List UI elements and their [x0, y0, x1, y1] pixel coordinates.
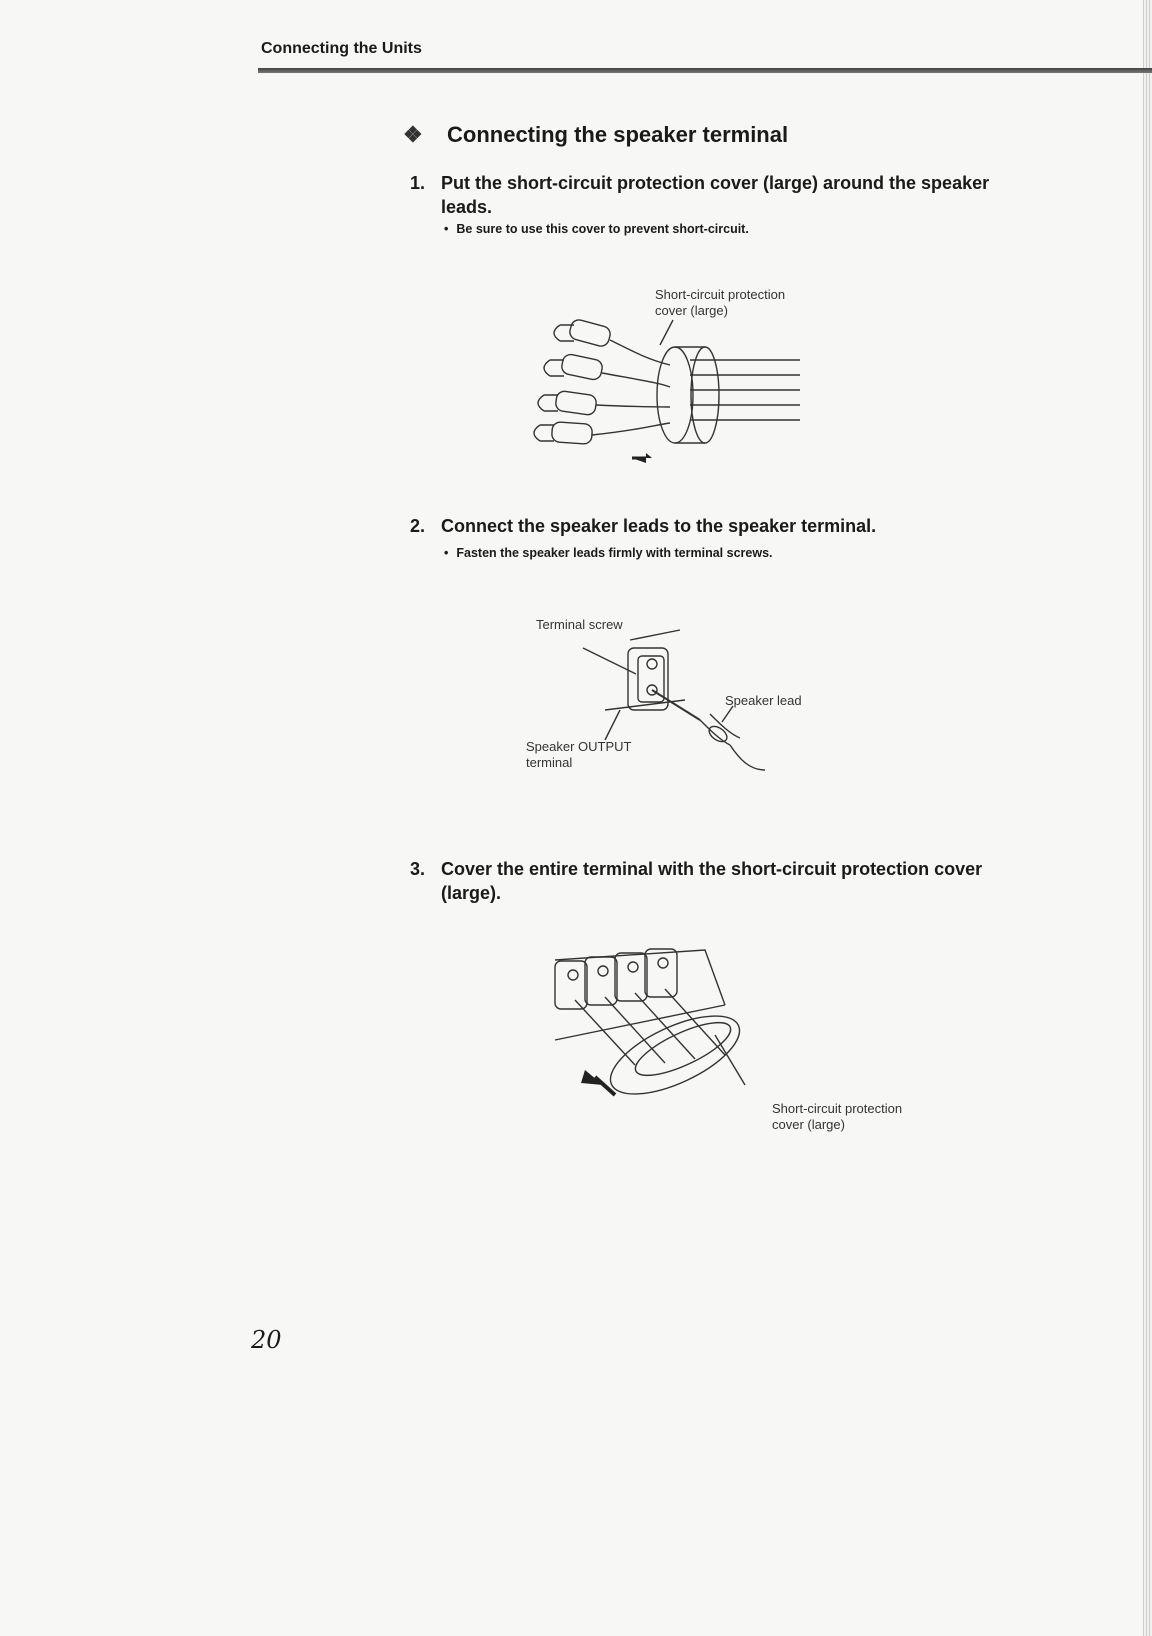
step-text-line: (large).: [441, 883, 502, 903]
header-rule: [258, 68, 1152, 73]
terminal-illustration: [590, 630, 790, 790]
note-text: Fasten the speaker leads firmly with terminal screws.: [456, 546, 773, 560]
step-number: 1.: [410, 173, 426, 193]
diamond-bullet-icon: ❖: [403, 122, 423, 147]
spade-lug: [544, 360, 564, 376]
step-1-note: • Be sure to use this cover to prevent short-circuit.: [444, 222, 749, 236]
section-title: [403, 122, 788, 148]
spade-lug: [534, 425, 554, 441]
step-2: [410, 514, 1070, 540]
spade-lug: [538, 395, 558, 411]
step-text-line: leads.: [441, 197, 493, 217]
note-text: Be sure to use this cover to prevent short-circuit.: [456, 222, 749, 236]
step-number: 2.: [410, 516, 426, 536]
fig1-cover-label: Short-circuit protection cover (large): [655, 287, 786, 318]
step-text: Connect the speaker leads to the speaker terminal.: [441, 516, 877, 536]
step-3: [410, 857, 1090, 907]
fig3-cover-label: Short-circuit protection cover (large): [772, 1101, 903, 1132]
speaker-leads-illustration: [540, 295, 800, 475]
step-text-line: Cover the entire terminal with the short-circuit protection cover: [441, 859, 983, 879]
step-1: [410, 171, 1070, 221]
step-2-note: • Fasten the speaker leads firmly with terminal screws.: [444, 546, 773, 560]
fig2-terminal-label: Speaker OUTPUT terminal: [526, 739, 632, 770]
step-number: 3.: [410, 859, 426, 879]
step-text: [441, 171, 989, 219]
covered-terminal-illustration: [555, 945, 795, 1125]
step-text-line: Put the short-circuit protection cover (large) around the speaker: [441, 173, 990, 193]
fig2-screw-label: Terminal screw: [536, 617, 623, 632]
scan-edge: [1143, 0, 1152, 1636]
fig2-lead-label: Speaker lead: [725, 693, 802, 708]
running-header: Connecting the Units: [261, 40, 422, 57]
section-title-text: Connecting the speaker terminal: [447, 122, 789, 147]
step-text: [441, 857, 982, 905]
page-number: 20: [251, 1326, 282, 1354]
